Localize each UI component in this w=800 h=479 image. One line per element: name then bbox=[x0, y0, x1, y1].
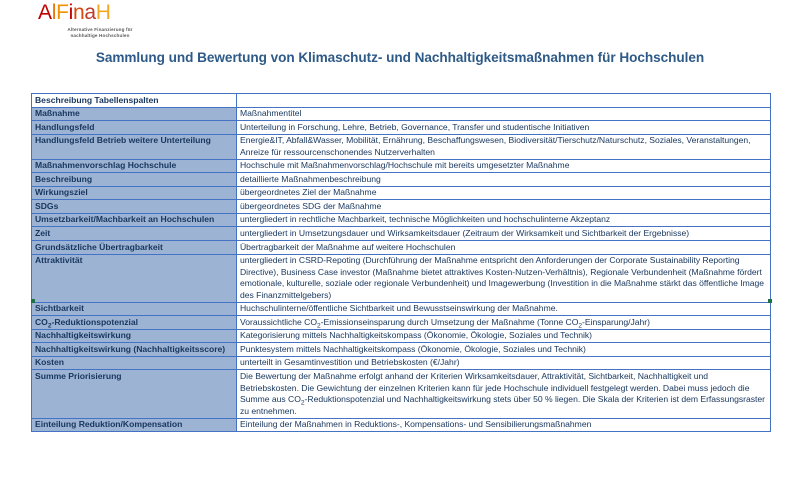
row-description-cell[interactable]: Maßnahmentitel bbox=[237, 107, 771, 121]
page-title: Sammlung und Bewertung von Klimaschutz- und Nachhaltigkeitsmaßnahmen für Hochschulen bbox=[95, 50, 705, 65]
row-description-cell[interactable]: übergeordnetes Ziel der Maßnahme bbox=[237, 186, 771, 200]
logo-tagline bbox=[54, 27, 146, 40]
row-description-cell[interactable]: Punktesystem mittels Nachhaltigkeitskompass (Ökonomie, Ökologie, Soziales und Technik) bbox=[237, 343, 771, 357]
table-row bbox=[32, 343, 771, 357]
row-label-cell[interactable]: Handlungsfeld Betrieb weitere Unterteilung bbox=[32, 134, 237, 159]
table-row bbox=[32, 200, 771, 214]
table-row bbox=[32, 186, 771, 200]
row-description-cell[interactable]: übergeordnetes SDG der Maßnahme bbox=[237, 200, 771, 214]
row-label-cell[interactable]: Einteilung Reduktion/Kompensation bbox=[32, 418, 237, 432]
table-row bbox=[32, 213, 771, 227]
row-description-cell[interactable]: Voraussichtliche $CO_2$-Emissionseinsparung durch Umsetzung der Maßnahme (Tonne $CO_2-Einsparung/Jahr$) bbox=[237, 316, 771, 330]
logo-letter-a: A bbox=[38, 1, 52, 24]
row-description-cell[interactable]: unterteilt in Gesamtinvestition und Betriebskosten (€/Jahr) bbox=[237, 356, 771, 370]
row-label-cell[interactable]: SDGs bbox=[32, 200, 237, 214]
logo-tagline-line1: Alternative Finanzierung für bbox=[67, 27, 133, 32]
logo-letter-n: n bbox=[73, 1, 85, 24]
row-description-cell[interactable]: untergliedert in CSRD-Repoting (Durchführung der Maßnahme entspricht den Anforderungen der Corporate Sustainability Reporting Directive), Business Case investor (Maßnahme bietet attraktives Kosten-Nutzen-Verhältnis), Regionale Verbundenheit (Maßnahme fördert emotionale, kulturelle, soziale oder regionale Verbundenheit) und Imagewerbung (Investition in die Maßnahme stärkt das öffentliche Image des Finanzmittelgebers) bbox=[237, 254, 771, 302]
row-label-cell[interactable]: Attraktivität bbox=[32, 254, 237, 302]
row-description-cell[interactable]: Einteilung der Maßnahmen in Reduktions-, Kompensations- und Sensibilierungsmaßnahmen bbox=[237, 418, 771, 432]
table-row bbox=[32, 121, 771, 135]
table-row bbox=[32, 94, 771, 108]
empty-cell bbox=[237, 94, 771, 108]
logo-letter-i: i bbox=[68, 1, 73, 24]
table-row bbox=[32, 227, 771, 241]
logo bbox=[38, 2, 218, 40]
table-row bbox=[32, 241, 771, 255]
row-label-cell[interactable]: Umsetzbarkeit/Machbarkeit an Hochschulen bbox=[32, 213, 237, 227]
row-description-cell[interactable]: Kategorisierung mittels Nachhaltigkeitskompass (Ökonomie, Ökologie, Soziales und Technik) bbox=[237, 329, 771, 343]
row-description-cell[interactable]: untergliedert in rechtliche Machbarkeit, technische Möglichkeiten und hochschulinterne Akzeptanz bbox=[237, 213, 771, 227]
row-description-cell[interactable]: Übertragbarkeit der Maßnahme auf weitere Hochschulen bbox=[237, 241, 771, 255]
row-label-cell[interactable]: Maßnahmenvorschlag Hochschule bbox=[32, 159, 237, 173]
table-row bbox=[32, 107, 771, 121]
row-description-cell[interactable]: Hochschule mit Maßnahmenvorschlag/Hochschule mit bereits umgesetzter Maßnahme bbox=[237, 159, 771, 173]
row-label-cell[interactable]: Wirkungsziel bbox=[32, 186, 237, 200]
row-label-cell[interactable]: Nachhaltigkeitswirkung bbox=[32, 329, 237, 343]
table-row bbox=[32, 173, 771, 187]
logo-letter-f: F bbox=[56, 1, 69, 24]
row-description-cell[interactable]: Die Bewertung der Maßnahme erfolgt anhand der Kriterien Wirksamkeitsdauer, Attraktivität, Sichtbarkeit, Nachhaltigkeit und Betriebskosten. Die Gewichtung der einzelnen Kriterien kann für jede Hochschule individuell festgelegt werden. Dabei muss jedoch die Summe aus $CO_2$-Reduktionspotenzial und Nachhaltigkeitswirkung stets über 50 % liegen. Die Skala der Kriterien ist dem Erfassungsraster zu entnehmen. bbox=[237, 370, 771, 418]
table-row bbox=[32, 329, 771, 343]
selection-handle[interactable] bbox=[768, 299, 772, 303]
row-label-cell[interactable]: $CO_2$-Reduktionspotenzial bbox=[32, 316, 237, 330]
row-label-cell[interactable]: Handlungsfeld bbox=[32, 121, 237, 135]
row-label-cell[interactable]: Summe Priorisierung bbox=[32, 370, 237, 418]
table-body bbox=[32, 94, 771, 432]
table-row bbox=[32, 254, 771, 302]
table-row bbox=[32, 370, 771, 418]
row-label-cell[interactable]: Maßnahme bbox=[32, 107, 237, 121]
table-row bbox=[32, 356, 771, 370]
logo-letter-h: H bbox=[95, 1, 111, 24]
row-description-cell[interactable]: Unterteilung in Forschung, Lehre, Betrieb, Governance, Transfer und studentische Initiativen bbox=[237, 121, 771, 135]
column-header-cell[interactable]: Beschreibung Tabellenspalten bbox=[32, 94, 237, 108]
logo-letter-a2: a bbox=[84, 1, 96, 24]
table-row bbox=[32, 418, 771, 432]
table-row bbox=[32, 159, 771, 173]
logo-tagline-line2: nachhaltige Hochschulen bbox=[70, 33, 130, 39]
row-label-cell[interactable]: Beschreibung bbox=[32, 173, 237, 187]
row-description-cell[interactable]: untergliedert in Umsetzungsdauer und Wirksamkeitsdauer (Zeitraum der Wirksamkeit und Sichtbarkeit der Ergebnisse) bbox=[237, 227, 771, 241]
logo-wordmark bbox=[38, 2, 218, 24]
row-label-cell[interactable]: Sichtbarkeit bbox=[32, 302, 237, 316]
row-label-cell[interactable]: Nachhaltigkeitswirkung (Nachhaltigkeitsscore) bbox=[32, 343, 237, 357]
row-description-cell[interactable]: Huchschulinterne/öffentliche Sichtbarkeit und Bewusstseinswirkung der Maßnahme. bbox=[237, 302, 771, 316]
row-label-cell[interactable]: Grundsätzliche Übertragbarkeit bbox=[32, 241, 237, 255]
row-label-cell[interactable]: Kosten bbox=[32, 356, 237, 370]
table-row bbox=[32, 302, 771, 316]
row-description-cell[interactable]: Energie&IT, Abfall&Wasser, Mobilität, Ernährung, Beschaffungswesen, Biodiversität/Tierschutz/Naturschutz, Soziales, Veranstaltungen, Anreize für ressourcenschonendes Nutzerverhalten bbox=[237, 134, 771, 159]
row-description-cell[interactable]: detaillierte Maßnahmenbeschreibung bbox=[237, 173, 771, 187]
table-row bbox=[32, 316, 771, 330]
specification-table bbox=[31, 93, 771, 432]
row-label-cell[interactable]: Zeit bbox=[32, 227, 237, 241]
logo-letter-l: l bbox=[51, 1, 57, 24]
table-row bbox=[32, 134, 771, 159]
selection-handle-left[interactable] bbox=[31, 299, 35, 303]
